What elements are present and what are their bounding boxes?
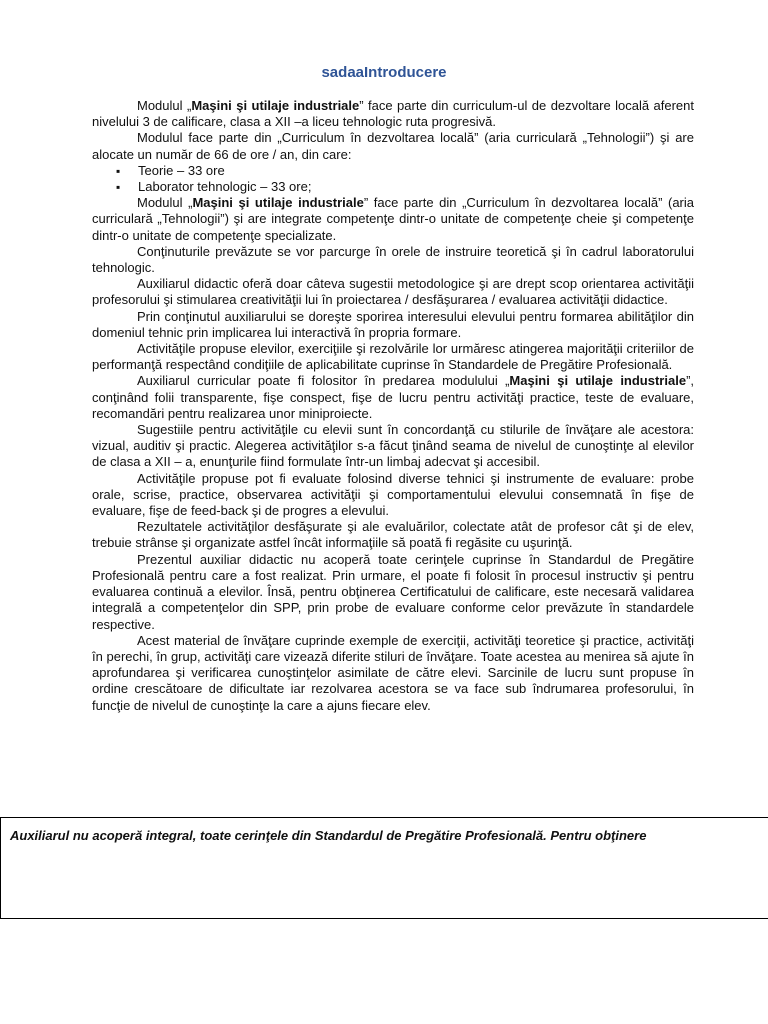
paragraph-learning-styles: Sugestiile pentru activităţile cu elevii sunt în concordanţă cu stilurile de învăţare ale acestora: vizual, auditiv şi practic. Alegerea activităţilor s-a făcut ţinând seama de nivelul de cunoştinţe al elevilor de clasa a XII – a, enunţurile fiind formulate într-un limbaj adecvat şi accesibil. — [92, 422, 694, 470]
paragraph-competences — [92, 195, 694, 244]
module-name: Maşini şi utilaje industriale — [191, 98, 360, 113]
note-box — [0, 817, 768, 919]
paragraph-results: Rezultatele activităţilor desfăşurate şi ale evaluărilor, colectate atât de profesor cât şi de elev, trebuie strânse şi organizate astfel încât informaţiile să poată fi regăsite cu uşurinţă. — [92, 519, 694, 551]
note-text: Auxiliarul nu acoperă integral, toate cerinţele din Standardul de Pregătire Profesională. Pentru obţinere — [10, 828, 647, 843]
paragraph-curriculum-hours: Modulul face parte din „Curriculum în dezvoltarea locală” (aria curriculară „Tehnologii”) şi are alocate un număr de 66 de ore / an, din care: — [92, 130, 694, 162]
paragraph-materials — [92, 373, 694, 422]
text-run: Modulul „ — [137, 98, 192, 113]
paragraph-module-intro — [92, 98, 694, 130]
paragraph-evaluation: Activităţile propuse pot fi evaluate folosind diverse tehnici şi instrumente de evaluare: probe orale, scrise, practice, observarea activităţii şi comportamentului elevului consemnată în fişe de evaluare, fişe de feed-back şi de progres a elevului. — [92, 470, 694, 519]
text-run: Auxiliarul curricular poate fi folositor în predarea modulului „ — [137, 373, 510, 389]
document-body — [92, 98, 694, 714]
text-run: ” face parte din curriculum-ul de dezvoltare locală aferent nivelului 3 de calificare, clasa a XII –a liceu tehnologic ruta progresivă. — [92, 98, 695, 130]
list-item: ▪ Laborator tehnologic – 33 ore; — [138, 179, 694, 195]
list-item: ▪ Teorie – 33 ore — [138, 163, 694, 179]
hours-list — [92, 163, 694, 195]
module-name: Maşini şi utilaje industriale — [509, 373, 687, 389]
paragraph-activities: Activităţile propuse elevilor, exerciţiile şi rezolvările lor urmăresc atingerea majorităţii criteriilor de performanţă respectând condiţiile de aplicabilitate cuprinse în Standardele de Pregătire Profesională. — [92, 341, 694, 373]
text-run: ” face parte din „Curriculum în dezvoltarea locală” (aria curriculară „Tehnologii”) şi are integrate competenţe dintr-o unitate de competenţe cheie şi competenţe dintr-o unitate de competenţe specializate. — [92, 195, 694, 243]
text-run: Modulul „ — [137, 195, 193, 211]
paragraph-methodology: Auxiliarul didactic oferă doar câteva sugestii metodologice şi are drept scop orientarea activităţii profesorului şi stimularea creativităţii lui în proiectarea / desfăşurarea / evaluarea activităţii didactice. — [92, 276, 694, 308]
text-run: ”, conţinând folii transparente, fişe conspect, fişe de lucru pentru activităţi practice, teste de evaluare, recomandări pentru realizarea unor miniproiecte. — [92, 373, 695, 421]
paragraph-contents: Conţinuturile prevăzute se vor parcurge în orele de instruire teoretică şi în cadrul laboratorului tehnologic. — [92, 243, 694, 276]
module-name: Maşini şi utilaje industriale — [192, 195, 364, 211]
paragraph-exercises: Acest material de învăţare cuprinde exemple de exerciţii, activităţi teoretice şi practice, activităţi în perechi, în grup, activităţi care vizează diferite stiluri de învăţare. Toate acestea au menirea să ajute în aprofundarea şi verificarea cunoştinţelor asimilate de către elevi. Sarcinile de lucru sunt propuse în ordine crescătoare de dificultate iar rezolvarea acestora se va face sub îndrumarea profesorului, în funcţie de nivelul de cunoştinţe la care a ajuns fiecare elev. — [92, 632, 694, 713]
paragraph-standards: Prezentul auxiliar didactic nu acoperă toate cerinţele cuprinse în Standardul de Pregătire Profesională pentru care a fost realizat. Prin urmare, el poate fi folosit în procesul instructiv şi pentru evaluarea continuă a elevilor. Însă, pentru obţinerea Certificatului de calificare, este necesară validarea integrală a competenţelor din SPP, prin probe de evaluare conforme celor prevăzute în standardele respective. — [92, 551, 694, 632]
paragraph-interest: Prin conţinutul auxiliarului se doreşte sporirea interesului elevului pentru formarea abilităţilor din domeniul tehnic prin implicarea lui interactivă în propria formare. — [92, 308, 694, 340]
page-title: sadaaIntroducere — [321, 64, 447, 81]
